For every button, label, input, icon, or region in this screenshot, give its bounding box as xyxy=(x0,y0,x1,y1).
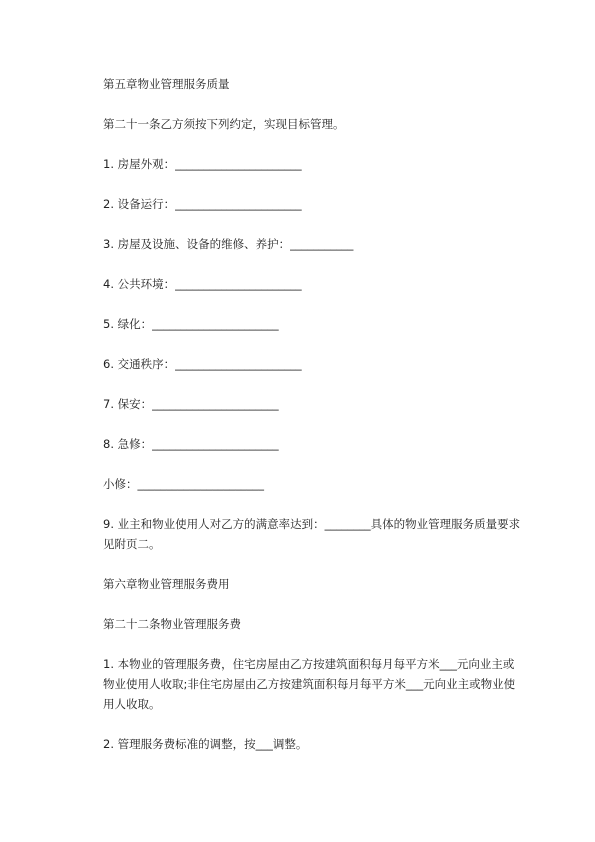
chapter-6-title: 第六章物业管理服务费用 xyxy=(103,577,230,591)
item-house-appearance: 1. 房屋外观：______________________ xyxy=(103,157,302,171)
article-22: 第二十二条物业管理服务费 xyxy=(103,617,241,631)
item-traffic-order: 6. 交通秩序：______________________ xyxy=(103,357,302,371)
chapter-5-title: 第五章物业管理服务质量 xyxy=(103,77,230,91)
item-maintenance: 3. 房屋及设施、设备的维修、养护：___________ xyxy=(103,237,354,251)
fee-clause-2: 2. 管理服务费标准的调整，按___调整。 xyxy=(103,737,308,751)
item-greening: 5. 绿化：______________________ xyxy=(103,317,279,331)
item-emergency-repair: 8. 急修：______________________ xyxy=(103,437,279,451)
item-security: 7. 保安：______________________ xyxy=(103,397,279,411)
article-21: 第二十一条乙方须按下列约定，实现目标管理。 xyxy=(103,117,345,131)
fee-clause-1: 1. 本物业的管理服务费，住宅房屋由乙方按建筑面积每月每平方米___元向业主或物业使用人收取;非住宅房屋由乙方按建筑面积每月每平方米___元向业主或物业使用人收取。 xyxy=(103,657,516,711)
item-satisfaction-rate: 9. 业主和物业使用人对乙方的满意率达到：________具体的物业管理服务质量要求见附页二。 xyxy=(103,517,521,551)
item-equipment-operation: 2. 设备运行：______________________ xyxy=(103,197,302,211)
item-public-environment: 4. 公共环境：______________________ xyxy=(103,277,302,291)
item-minor-repair: 小修：______________________ xyxy=(103,477,264,491)
